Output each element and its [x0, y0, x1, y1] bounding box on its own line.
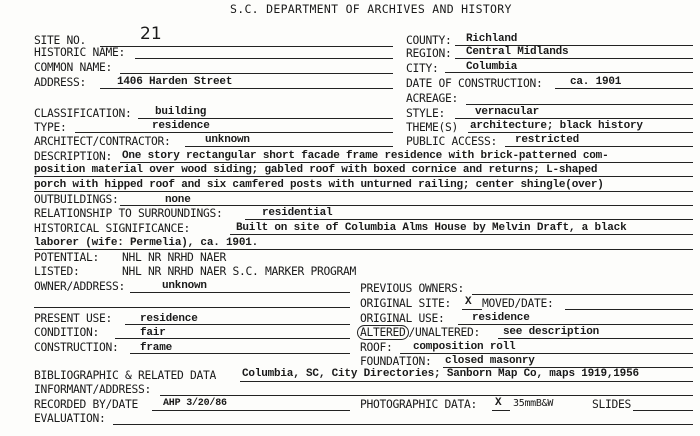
- evaluation-label: EVALUATION:: [34, 412, 106, 425]
- foundation-value: closed masonry: [445, 355, 535, 367]
- type-line: [75, 132, 393, 133]
- style-line: [455, 118, 693, 119]
- owner-value: unknown: [162, 280, 207, 292]
- public-access-line: [505, 146, 693, 147]
- previous-owners-line: [472, 294, 693, 295]
- classification-line: [138, 118, 393, 119]
- city-label: CITY:: [406, 62, 439, 75]
- original-use-line: [458, 324, 693, 325]
- address-label: ADDRESS:: [34, 76, 87, 89]
- historic-name-line: [135, 58, 393, 59]
- description-rule-3: [34, 191, 693, 192]
- historic-name-label: HISTORIC NAME:: [34, 46, 126, 59]
- present-use-label: PRESENT USE:: [34, 312, 113, 325]
- outbuildings-value: none: [165, 194, 191, 206]
- bibliographic-label: BIBLIOGRAPHIC & RELATED DATA: [34, 369, 217, 382]
- date-line: [555, 88, 693, 89]
- architect-line: [185, 146, 393, 147]
- acreage-line: [466, 104, 693, 105]
- original-site-mark: X: [465, 296, 472, 308]
- altered-line: [498, 338, 693, 339]
- style-label: STYLE:: [406, 107, 446, 120]
- description-line-3: porch with hipped roof and six camfered posts with unturned railing; center shingle(over): [34, 179, 604, 191]
- evaluation-line: [113, 424, 693, 425]
- significance-line-2: laborer (wife: Permelia), ca. 1901.: [34, 237, 259, 249]
- previous-owners-label: PREVIOUS OWNERS:: [360, 282, 465, 295]
- region-line: [455, 58, 693, 59]
- description-line-2: position material over wood siding; gabled roof with boxed cornice and returns; L-shaped: [34, 164, 598, 176]
- city-line: [445, 72, 693, 73]
- significance-line-1: Built on site of Columbia Alms House by Melvin Draft, a black: [236, 222, 627, 234]
- significance-label: HISTORICAL SIGNIFICANCE:: [34, 222, 191, 235]
- owner-line-2: [34, 307, 350, 308]
- type-label: TYPE:: [34, 121, 67, 134]
- recorded-line: [152, 410, 350, 411]
- photographic-label: PHOTOGRAPHIC DATA:: [360, 398, 478, 411]
- type-value: residence: [152, 120, 210, 132]
- date-label: DATE OF CONSTRUCTION:: [406, 77, 543, 90]
- description-line-1: One story rectangular short facade frame residence with brick-patterned com-: [122, 150, 609, 162]
- listed-label: LISTED:: [34, 265, 80, 278]
- significance-rule-2: [34, 249, 693, 250]
- present-use-value: residence: [140, 313, 198, 325]
- condition-value: fair: [140, 327, 166, 339]
- county-label: COUNTY:: [406, 34, 452, 47]
- original-site-line: [462, 309, 482, 310]
- owner-line: [130, 292, 350, 293]
- site-no-value: 21: [140, 24, 162, 44]
- region-value: Central Midlands: [466, 46, 569, 58]
- theme-value: architecture; black history: [470, 120, 643, 132]
- date-value: ca. 1901: [570, 76, 622, 88]
- county-value: Richland: [466, 33, 518, 45]
- theme-line: [468, 132, 693, 133]
- site-no-line: [100, 46, 393, 47]
- public-access-label: PUBLIC ACCESS:: [406, 135, 498, 148]
- address-line: [100, 88, 393, 89]
- unaltered-label: /UNALTERED:: [408, 326, 481, 339]
- informant-line: [160, 395, 693, 396]
- recorded-label: RECORDED BY/DATE: [34, 398, 139, 411]
- description-rule-2: [34, 176, 693, 177]
- photographic-mark: X: [495, 397, 502, 409]
- listed-options: NHL NR NRHD NAER S.C. MARKER PROGRAM: [122, 265, 357, 278]
- common-name-label: COMMON NAME:: [34, 61, 113, 74]
- architect-label: ARCHITECT/CONTRACTOR:: [34, 135, 171, 148]
- altered-value: see description: [503, 326, 600, 338]
- outbuildings-label: OUTBUILDINGS:: [34, 193, 119, 206]
- bibliographic-value: Columbia, SC, City Directories; Sanborn Map Co, maps 1919,1956: [242, 368, 639, 380]
- present-use-line: [125, 324, 350, 325]
- owner-label: OWNER/ADDRESS:: [34, 280, 126, 293]
- address-value: 1406 Harden Street: [117, 76, 233, 88]
- architect-value: unknown: [205, 134, 250, 146]
- bibliographic-line: [240, 381, 693, 382]
- common-name-line: [120, 73, 393, 74]
- construction-label: CONSTRUCTION:: [34, 341, 119, 354]
- construction-line: [130, 353, 350, 354]
- condition-label: CONDITION:: [34, 326, 100, 339]
- public-access-value: restricted: [515, 134, 580, 146]
- potential-options: NHL NR NRHD NAER: [122, 251, 227, 264]
- recorded-value: AHP 3/20/86: [163, 398, 227, 409]
- moved-date-line: [565, 309, 693, 310]
- condition-line: [115, 338, 350, 339]
- photographic-slides: SLIDES: [592, 398, 632, 411]
- classification-value: building: [155, 106, 207, 118]
- potential-label: POTENTIAL:: [34, 251, 100, 264]
- photographic-film: 35mmB&W: [513, 398, 554, 409]
- slides-line: [633, 410, 693, 411]
- roof-label: ROOF:: [360, 341, 393, 354]
- roof-line: [400, 353, 693, 354]
- site-no-label: SITE NO.: [34, 34, 87, 47]
- theme-label: THEME(S): [406, 121, 459, 134]
- altered-row: [357, 326, 480, 339]
- region-label: REGION:: [406, 47, 452, 60]
- foundation-label: FOUNDATION:: [360, 355, 432, 368]
- informant-label: INFORMANT/ADDRESS:: [34, 383, 152, 396]
- acreage-label: ACREAGE:: [406, 92, 459, 105]
- description-rule-1: [120, 162, 693, 163]
- relationship-label: RELATIONSHIP TO SURROUNDINGS:: [34, 207, 223, 220]
- photographic-mark-line: [492, 410, 510, 411]
- original-site-label: ORIGINAL SITE:: [360, 297, 452, 310]
- roof-value: composition roll: [413, 341, 516, 353]
- description-label: DESCRIPTION:: [34, 150, 113, 163]
- original-use-value: residence: [472, 312, 530, 324]
- construction-value: frame: [140, 342, 173, 354]
- relationship-line: [245, 219, 693, 220]
- style-value: vernacular: [475, 106, 540, 118]
- original-use-label: ORIGINAL USE:: [360, 312, 445, 325]
- outbuildings-line: [120, 205, 693, 206]
- classification-label: CLASSIFICATION:: [34, 107, 132, 120]
- altered-circled: ALTERED: [357, 325, 409, 340]
- moved-date-label: MOVED/DATE:: [482, 297, 554, 310]
- relationship-value: residential: [262, 207, 333, 219]
- form-title: S.C. DEPARTMENT OF ARCHIVES AND HISTORY: [230, 2, 512, 16]
- city-value: Columbia: [466, 61, 518, 73]
- significance-rule-1: [230, 234, 693, 235]
